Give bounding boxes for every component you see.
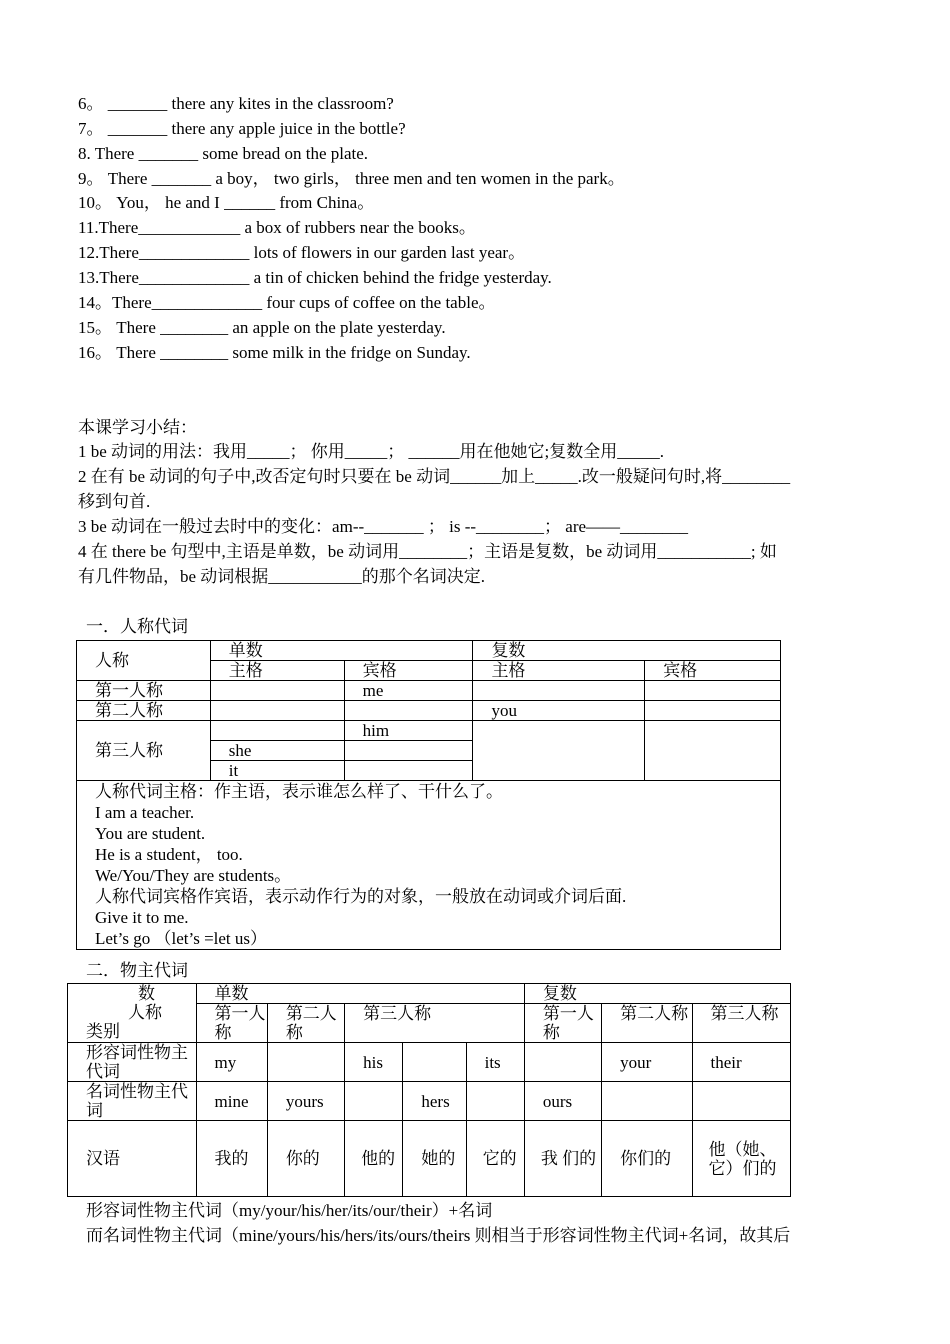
row-second-person: 第二人称 — [77, 701, 211, 721]
corner-header — [68, 984, 197, 1043]
cell-empty — [692, 1082, 790, 1121]
cell-cn-ta-de-he: 他的 — [345, 1121, 403, 1197]
summary-line-3: 3 be 动词在一般过去时中的变化：am--_______ ； is --________； are——________ — [78, 517, 689, 536]
cell-cn-ni-de: 你的 — [267, 1121, 344, 1197]
header-person: 人称 — [77, 641, 211, 681]
row-third-person: 第三人称 — [77, 721, 211, 781]
summary-line-1: 1 be 动词的用法：我用_____； 你用_____； ______用在他她它;复数全用_____. — [78, 442, 665, 461]
cell-your: your — [602, 1043, 692, 1082]
cell-their: their — [692, 1043, 790, 1082]
exercise-11: 11.There____________ a box of rubbers near the books。 — [78, 218, 476, 237]
cell-cn-women-de: 我 们的 — [524, 1121, 601, 1197]
row-chinese: 汉语 — [68, 1121, 197, 1197]
header-singular: 单数 — [196, 984, 524, 1004]
summary-line-4: 4 在 there be 句型中,主语是单数，be 动词用________；主语是复数，be 动词用___________; 如 — [78, 542, 777, 561]
personal-pronoun-table — [76, 640, 781, 950]
header-second-person: 第二人称 — [267, 1004, 344, 1043]
cell-him: him — [344, 721, 473, 741]
cell-cn-ta-de-it: 它的 — [466, 1121, 524, 1197]
cell-empty — [473, 721, 645, 781]
exercise-16: 16。 There ________ some milk in the fridge on Sunday. — [78, 343, 471, 362]
cell-cn-wo-de: 我的 — [196, 1121, 267, 1197]
cell-it: it — [210, 761, 344, 781]
section2-title: 二．物主代词 — [86, 961, 188, 980]
cell-you: you — [473, 701, 645, 721]
cell-cn-nimen-de: 你们的 — [602, 1121, 692, 1197]
exercise-13: 13.There_____________ a tin of chicken behind the fridge yesterday. — [78, 268, 552, 287]
exercise-10: 10。 You， he and I ______ from China。 — [78, 193, 375, 212]
header-singular: 单数 — [210, 641, 473, 661]
header-plural-object: 宾格 — [645, 661, 781, 681]
note-line: He is a student， too. — [95, 845, 243, 864]
cell-cn-ta-de-she: 她的 — [403, 1121, 466, 1197]
header-singular-object: 宾格 — [344, 661, 473, 681]
cell-empty — [344, 701, 473, 721]
cell-empty — [524, 1043, 601, 1082]
header-first-person-plural: 第一人称 — [524, 1004, 601, 1043]
row-adjective-possessive: 形容词性物主代词 — [68, 1043, 197, 1082]
cell-mine: mine — [196, 1082, 267, 1121]
cell-empty — [267, 1043, 344, 1082]
cell-empty — [210, 681, 344, 701]
footer-line-2: 而名词性物主代词（mine/yours/his/hers/its/ours/theirs 则相当于形容词性物主代词+名词，故其后 — [86, 1226, 791, 1245]
header-plural: 复数 — [473, 641, 781, 661]
cell-cn-tamen-de: 他（她、它）们的 — [692, 1121, 790, 1197]
summary-line-2b: 移到句首. — [78, 492, 151, 511]
corner-number: 数 — [138, 984, 155, 1003]
note-line: We/You/They are students。 — [95, 866, 292, 885]
exercise-15: 15。 There ________ an apple on the plate yesterday. — [78, 318, 446, 337]
cell-hers: hers — [403, 1082, 466, 1121]
row-first-person: 第一人称 — [77, 681, 211, 701]
cell-empty — [602, 1082, 692, 1121]
note-line: 人称代词主格：作主语，表示谁怎么样了、干什么了。 — [95, 782, 503, 801]
section1-title: 一．人称代词 — [86, 617, 188, 636]
cell-empty — [210, 721, 344, 741]
header-first-person: 第一人称 — [196, 1004, 267, 1043]
cell-empty — [210, 701, 344, 721]
cell-empty — [466, 1082, 524, 1121]
exercise-8: 8. There _______ some bread on the plate. — [78, 144, 369, 163]
header-third-person-plural: 第三人称 — [692, 1004, 790, 1043]
cell-empty — [403, 1043, 466, 1082]
summary-line-2: 2 在有 be 动词的句子中,改否定句时只要在 be 动词______加上_____.改一般疑问句时,将________ — [78, 467, 791, 486]
note-line: 人称代词宾格作宾语，表示动作行为的对象，一般放在动词或介词后面. — [95, 887, 627, 906]
cell-ours: ours — [524, 1082, 601, 1121]
corner-person: 人称 — [128, 1003, 162, 1022]
cell-she: she — [210, 741, 344, 761]
cell-its: its — [466, 1043, 524, 1082]
exercise-9: 9。 There _______ a boy， two girls， three men and ten women in the park。 — [78, 169, 625, 188]
exercise-7: 7。 _______ there any apple juice in the bottle? — [78, 119, 406, 138]
pronoun-notes — [77, 781, 781, 950]
header-second-person-plural: 第二人称 — [602, 1004, 692, 1043]
note-line: Give it to me. — [95, 908, 189, 927]
cell-empty — [645, 681, 781, 701]
exercise-14: 14。There_____________ four cups of coffee on the table。 — [78, 293, 496, 312]
summary-title: 本课学习小结： — [78, 418, 197, 437]
exercise-6: 6。 _______ there any kites in the classroom? — [78, 94, 394, 113]
exercise-12: 12.There_____________ lots of flowers in our garden last year。 — [78, 243, 526, 262]
cell-empty — [344, 761, 473, 781]
footer-line-1: 形容词性物主代词（my/your/his/her/its/our/their）+名词 — [86, 1201, 493, 1220]
cell-my: my — [196, 1043, 267, 1082]
header-third-person: 第三人称 — [345, 1004, 525, 1043]
cell-yours: yours — [267, 1082, 344, 1121]
note-line: I am a teacher. — [95, 803, 195, 822]
header-plural: 复数 — [524, 984, 790, 1004]
cell-empty — [344, 741, 473, 761]
header-plural-subject: 主格 — [473, 661, 645, 681]
summary-line-4b: 有几件物品，be 动词根据___________的那个名词决定. — [78, 567, 486, 586]
cell-me: me — [344, 681, 473, 701]
cell-empty — [645, 701, 781, 721]
note-line: Let’s go （let’s =let us） — [95, 929, 268, 948]
row-noun-possessive: 名词性物主代词 — [68, 1082, 197, 1121]
possessive-pronoun-table — [67, 983, 791, 1197]
cell-empty — [645, 721, 781, 781]
header-singular-subject: 主格 — [210, 661, 344, 681]
corner-category: 类别 — [86, 1022, 120, 1041]
cell-empty — [473, 681, 645, 701]
cell-empty — [345, 1082, 403, 1121]
cell-his: his — [345, 1043, 403, 1082]
note-line: You are student. — [95, 824, 206, 843]
